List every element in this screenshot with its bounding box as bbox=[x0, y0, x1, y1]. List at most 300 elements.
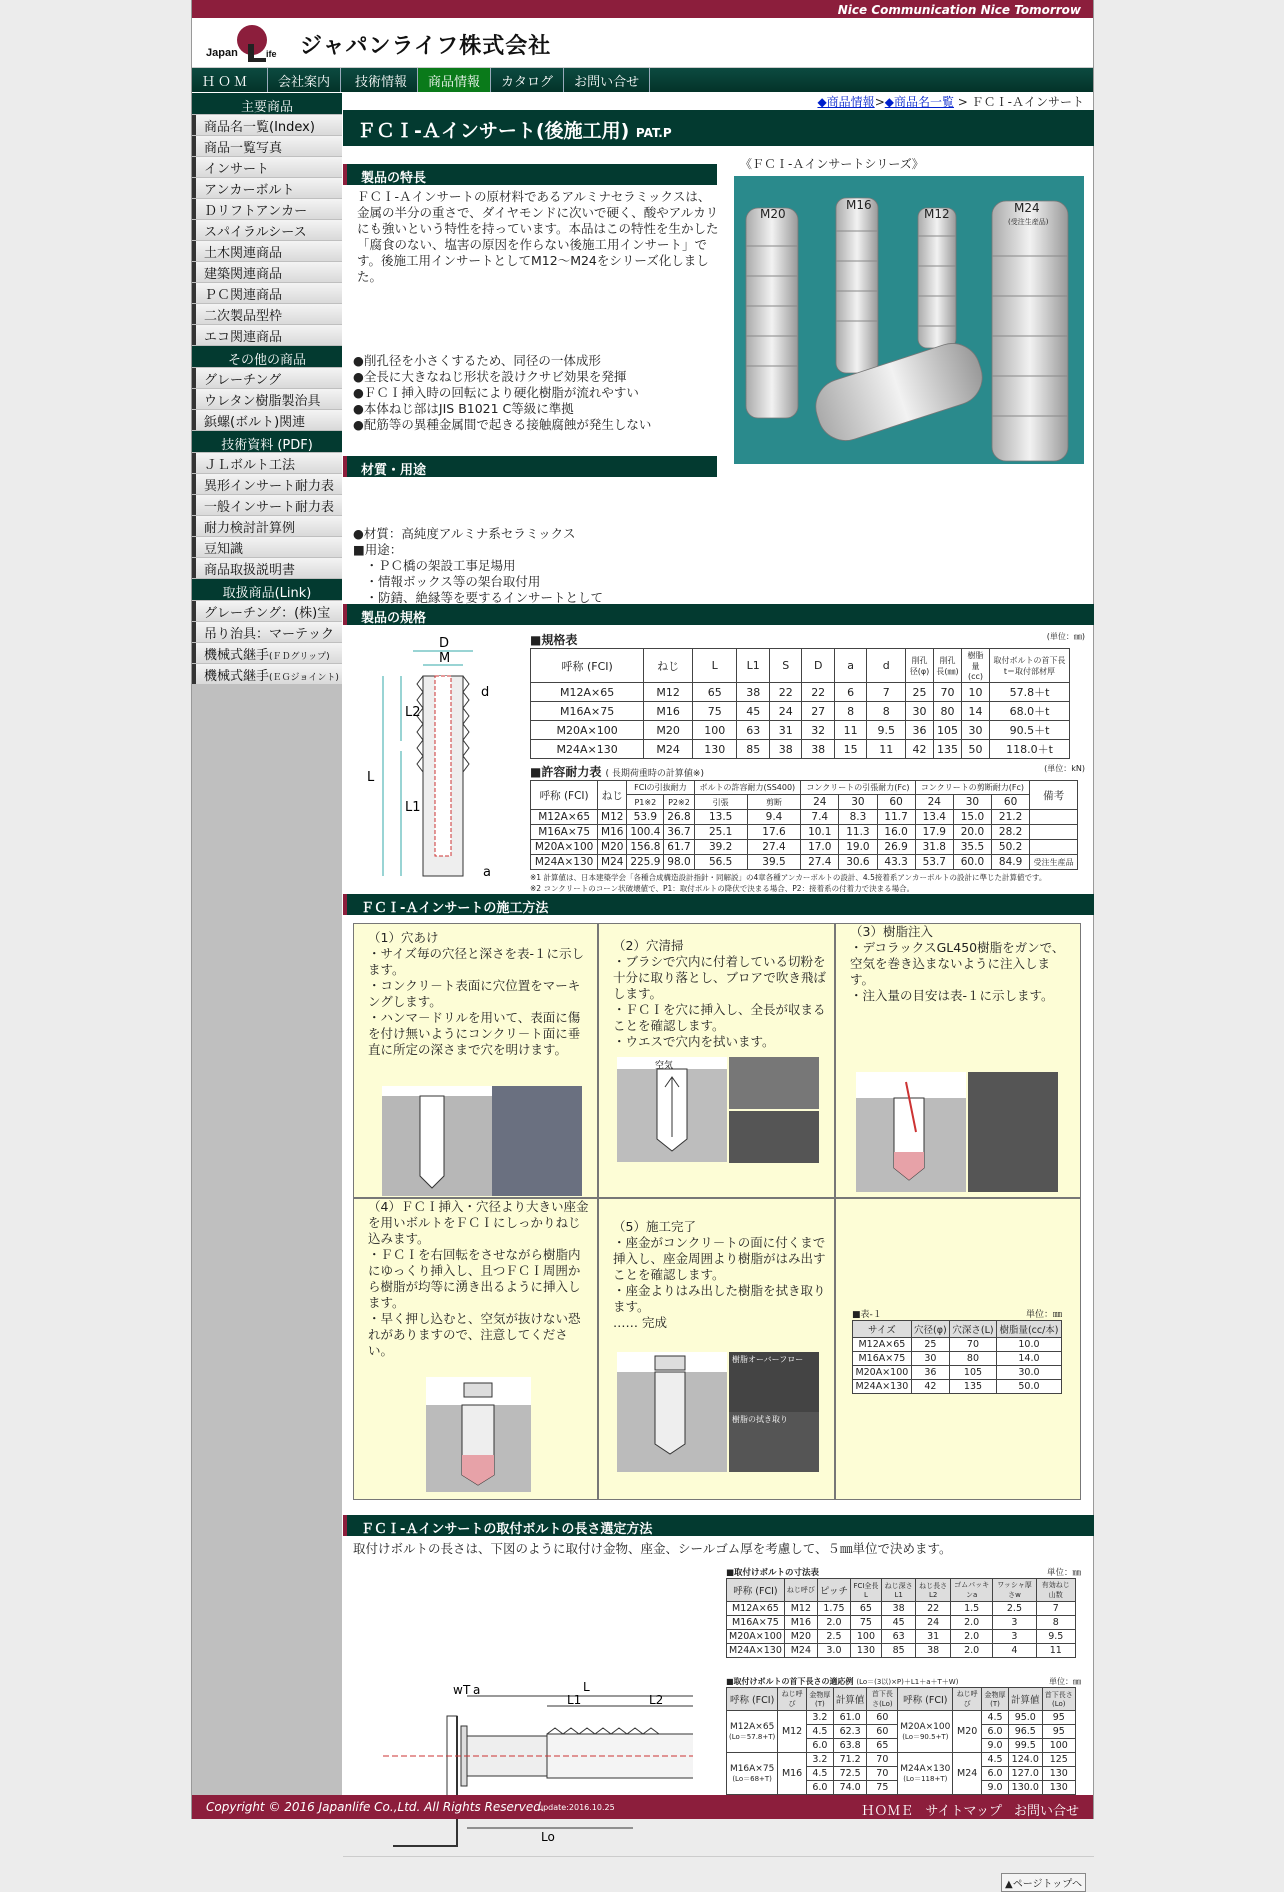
step-body: ・デコラックスGL450樹脂をガンで、空気を巻き込まないように注入します。 ・注入量の目安は表-１に示します。 bbox=[850, 940, 1065, 1003]
step-title: （1）穴あけ bbox=[368, 930, 439, 945]
spec-table1-title: ■規格表 bbox=[530, 633, 578, 647]
table-cell bbox=[1030, 840, 1078, 855]
table-cell: M20A×100 bbox=[727, 1630, 785, 1644]
table-cell: 61.0 bbox=[833, 1711, 867, 1725]
table-cell: 20.0 bbox=[953, 825, 991, 840]
step-2 bbox=[598, 923, 835, 1198]
table-header: S bbox=[769, 649, 801, 683]
table-header: ねじ呼び bbox=[778, 1688, 807, 1711]
sidebar-item-civil[interactable]: 土木関連商品 bbox=[192, 241, 342, 261]
table-cell: 75 bbox=[693, 702, 737, 721]
nav-contact[interactable]: お問い合せ bbox=[564, 68, 650, 92]
table-cell: 13.5 bbox=[694, 810, 747, 825]
table-row bbox=[727, 1616, 1076, 1630]
table-cell: 24 bbox=[916, 1616, 951, 1630]
feature-bullet: ●削孔径を小さくするため、同径の一体成形 bbox=[353, 353, 601, 368]
table-cell: 100 bbox=[851, 1630, 882, 1644]
table-header: 呼称 (FCI) bbox=[727, 1688, 778, 1711]
sidebar-item-link-jig[interactable]: 吊り治具：マーテック bbox=[192, 622, 342, 642]
sidebar-item-bolts[interactable]: 鋲螺(ボルト)関連 bbox=[192, 410, 342, 430]
table-header: ワッシャ厚さw bbox=[993, 1579, 1036, 1602]
sidebar-item-spiral-sheath[interactable]: スパイラルシース bbox=[192, 220, 342, 240]
spec-heading: 製品の規格 bbox=[343, 604, 1094, 625]
table-1-unit: 単位：㎜ bbox=[1025, 1310, 1062, 1320]
material-line: ●材質：高純度アルミナ系セラミックス bbox=[353, 526, 576, 541]
table-cell: 100.4 bbox=[627, 825, 664, 840]
table-header: ねじ長さL2 bbox=[916, 1579, 951, 1602]
bolt-table1-title: ■取付けボルトの寸法表 bbox=[726, 1568, 820, 1578]
photo-label-m24: M24 bbox=[1014, 201, 1040, 215]
sidebar-item-general-insert-table[interactable]: 一般インサート耐力表 bbox=[192, 495, 342, 515]
table-cell: 42 bbox=[906, 740, 934, 759]
cleaning-diagram bbox=[617, 1057, 727, 1162]
table-cell: 30 bbox=[911, 1352, 949, 1366]
dim-label-L2: L2 bbox=[405, 705, 421, 720]
table-cell: 65 bbox=[851, 1602, 882, 1616]
table-header-row bbox=[853, 1321, 1062, 1338]
footer-sitemap-link[interactable]: サイトマップ bbox=[925, 1804, 1002, 1819]
table-cell: 11.3 bbox=[839, 825, 877, 840]
table-cell: 95.0 bbox=[1009, 1711, 1043, 1725]
spec-footnote-2: ※2 コンクリートのコーン状破壊値で、P1：取付ボルトの降伏で決まる場合、P2：接着系の付着力で決まる場合。 bbox=[530, 884, 915, 893]
table-row bbox=[727, 1753, 1076, 1767]
insert-series-image bbox=[734, 176, 1084, 464]
table-cell: 75 bbox=[851, 1616, 882, 1630]
table-cell: 10.0 bbox=[996, 1338, 1061, 1352]
table-cell: 84.9 bbox=[992, 855, 1030, 870]
footer-contact-link[interactable]: お問い合せ bbox=[1013, 1804, 1079, 1819]
sidebar-item-anchor-bolt[interactable]: アンカーボルト bbox=[192, 178, 342, 198]
bolt-label-Lo: Lo bbox=[541, 1830, 555, 1844]
table-cell: 7 bbox=[1036, 1602, 1075, 1616]
table-cell: 8 bbox=[834, 702, 866, 721]
table-cell: 9.0 bbox=[982, 1739, 1009, 1753]
table-cell: M16 bbox=[598, 825, 627, 840]
table-cell: 65 bbox=[693, 683, 737, 702]
table-cell: 70 bbox=[867, 1753, 898, 1767]
table-cell: 3.0 bbox=[817, 1644, 850, 1658]
table-cell: M12 bbox=[644, 683, 693, 702]
overflow-photo bbox=[729, 1352, 819, 1412]
sidebar-item-calc-example[interactable]: 耐力検討計算例 bbox=[192, 516, 342, 536]
table-cell: 50.0 bbox=[996, 1380, 1061, 1394]
feature-bullet: ●全長に大きなねじ形状を設けクサビ効果を発揮 bbox=[353, 369, 627, 384]
sidebar-heading-main: 主要商品 bbox=[192, 93, 342, 114]
bolt-label-a: a bbox=[473, 1683, 481, 1697]
table-cell: 7 bbox=[867, 683, 906, 702]
bolt-name: M16A×75 bbox=[729, 1763, 775, 1774]
photo-label-m16: M16 bbox=[846, 198, 872, 212]
table-row bbox=[853, 1366, 1062, 1380]
sidebar-heading-tech-pdf: 技術資料 (PDF) bbox=[192, 431, 342, 452]
main-nav bbox=[192, 68, 1093, 92]
table-cell: 21.2 bbox=[992, 810, 1030, 825]
table-cell: 17.9 bbox=[915, 825, 953, 840]
table-cell: 65 bbox=[867, 1739, 898, 1753]
table-cell: M16 bbox=[784, 1616, 817, 1630]
table-cell: M12A×65 bbox=[531, 810, 598, 825]
table-cell: 80 bbox=[950, 1352, 997, 1366]
nav-tech[interactable]: 技術情報 bbox=[345, 68, 418, 92]
table-cell: 15 bbox=[834, 740, 866, 759]
table-cell: 2.0 bbox=[950, 1644, 992, 1658]
insert-dimension-diagram bbox=[353, 631, 513, 891]
table-cell: M20A×100 bbox=[531, 721, 644, 740]
table-cell: M16A×75 bbox=[531, 702, 644, 721]
table-cell: 156.8 bbox=[627, 840, 664, 855]
table-cell: M12A×65 bbox=[853, 1338, 912, 1352]
table-cell: 80 bbox=[934, 702, 962, 721]
page-title-text: ＦＣＩ-Ａインサート(後施工用) bbox=[357, 120, 630, 142]
sidebar-item-eco[interactable]: エコ関連商品 bbox=[192, 325, 342, 345]
table-cell: 124.0 bbox=[1009, 1753, 1043, 1767]
method-section bbox=[343, 915, 1094, 1515]
table-cell: 2.0 bbox=[950, 1630, 992, 1644]
table-cell: 6 bbox=[834, 683, 866, 702]
step-title: （4）ＦＣＩ挿入・穴径より大きい座金を用いボルトをＦＣＩにしっかりねじ込みます。 bbox=[368, 1199, 589, 1246]
table-cell: M24A×130 bbox=[727, 1644, 785, 1658]
table-row bbox=[531, 683, 1070, 702]
drilling-photo bbox=[492, 1086, 582, 1196]
table-cell: 32 bbox=[802, 721, 834, 740]
step-4-text bbox=[354, 1199, 597, 1359]
table-cell: 85 bbox=[881, 1644, 916, 1658]
bolt-intro: 取付けボルトの長さは、下図のように取付け金物、座金、シールゴム厚を考慮して、５㎜単位で決めます。 bbox=[353, 1541, 952, 1556]
sidebar-item-link-grating[interactable]: グレーチング：(株)宝 bbox=[192, 601, 342, 621]
table-row bbox=[727, 1630, 1076, 1644]
nav-company[interactable]: 会社案内 bbox=[268, 68, 341, 92]
table-cell: 75 bbox=[867, 1781, 898, 1795]
table-cell: 27.4 bbox=[747, 840, 800, 855]
table-header: 60 bbox=[992, 795, 1030, 810]
table-cell: 2.0 bbox=[817, 1616, 850, 1630]
table-cell: 7.4 bbox=[801, 810, 839, 825]
sidebar-item-index[interactable]: 商品名一覧(Index) bbox=[192, 115, 342, 135]
sidebar-item-d-lift-anchor[interactable]: Ｄリフトアンカー bbox=[192, 199, 342, 219]
product-photo bbox=[734, 176, 1084, 464]
table-header-row bbox=[531, 649, 1070, 683]
table-cell: M16A×75 bbox=[531, 825, 598, 840]
table-cell: 11 bbox=[1036, 1644, 1075, 1658]
table-header-row bbox=[727, 1579, 1076, 1602]
table-cell: 63 bbox=[737, 721, 769, 740]
bolt-formula: (Lo＝68+T) bbox=[732, 1774, 772, 1783]
table-row bbox=[727, 1644, 1076, 1658]
table-header: P1※2 bbox=[627, 795, 664, 810]
page-top-area bbox=[343, 1856, 1094, 1890]
sidebar-item-link-coupler-eg[interactable] bbox=[192, 664, 342, 684]
table-cell: 8 bbox=[1036, 1616, 1075, 1630]
feature-bullet: ●ＦＣＩ挿入時の回転により硬化樹脂が流れやすい bbox=[353, 385, 639, 400]
bolt-formula: (Lo＝90.5+T) bbox=[902, 1732, 949, 1741]
photo-caption: 《ＦＣＩ-Ａインサートシリーズ》 bbox=[740, 157, 924, 171]
sidebar-heading-links: 取扱商品(Link) bbox=[192, 579, 342, 600]
step-5-text bbox=[599, 1199, 834, 1331]
table-cell bbox=[727, 1711, 778, 1753]
table-header: ねじ bbox=[598, 781, 627, 810]
step-5 bbox=[598, 1198, 835, 1500]
table-cell: M20A×100 bbox=[531, 840, 598, 855]
company-logo[interactable] bbox=[206, 22, 288, 66]
table-header: 呼称 (FCI) bbox=[531, 781, 598, 810]
bolt-label-w: w bbox=[453, 1683, 463, 1697]
table-row bbox=[531, 840, 1078, 855]
photo-label-order: (受注生産品) bbox=[1008, 218, 1049, 226]
spec-footnote-1: ※1 計算値は、日本建築学会「各種合成構造設計指針・同解説」の4章各種アンカーボルトの設計、4.5接着系アンカーボルトの設計に準じた計算値です。 bbox=[530, 873, 1047, 882]
sidebar-item-building[interactable]: 建築関連商品 bbox=[192, 262, 342, 282]
copyright: Copyright © 2016 Japanlife Co.,Ltd. All Rights Reserved. bbox=[206, 1800, 545, 1814]
table-cell: 3 bbox=[993, 1630, 1036, 1644]
table-cell: 6.0 bbox=[806, 1781, 833, 1795]
table-cell: 30.0 bbox=[996, 1366, 1061, 1380]
features-heading: 製品の特長 bbox=[343, 164, 717, 185]
table-header: 24 bbox=[915, 795, 953, 810]
table-cell: 45 bbox=[881, 1616, 916, 1630]
table-cell: M16A×75 bbox=[727, 1616, 785, 1630]
table-cell: 受注生産品 bbox=[1030, 855, 1078, 870]
table-header: 引張 bbox=[694, 795, 747, 810]
table-cell: 95 bbox=[1042, 1725, 1075, 1739]
table-cell: 130 bbox=[1042, 1767, 1075, 1781]
method-heading: ＦＣＩ-Ａインサートの施工方法 bbox=[343, 894, 1094, 915]
table-cell: 4.5 bbox=[982, 1711, 1009, 1725]
table-cell: 36 bbox=[911, 1366, 949, 1380]
sidebar-item-photos[interactable]: 商品一覧写真 bbox=[192, 136, 342, 156]
update-date: update:2016.10.25 bbox=[538, 1803, 615, 1812]
table-cell: 38 bbox=[737, 683, 769, 702]
bolt-label-L: L bbox=[583, 1680, 590, 1694]
features-section bbox=[343, 146, 1094, 526]
table-cell: 39.2 bbox=[694, 840, 747, 855]
table-cell: M24A×130 bbox=[531, 855, 598, 870]
table-cell: 25 bbox=[911, 1338, 949, 1352]
table-header: 金物厚(T) bbox=[982, 1688, 1009, 1711]
table-header: 削孔径(φ) bbox=[906, 649, 934, 683]
table-cell: M16A×75 bbox=[853, 1352, 912, 1366]
table-cell: 36.7 bbox=[664, 825, 694, 840]
table-cell: 22 bbox=[802, 683, 834, 702]
sidebar-item-tips[interactable]: 豆知識 bbox=[192, 537, 342, 557]
table-cell: 3.2 bbox=[806, 1711, 833, 1725]
overflow-tag: 樹脂オーバーフロー bbox=[732, 1355, 804, 1364]
table-cell: 63.8 bbox=[833, 1739, 867, 1753]
step-3-text bbox=[836, 924, 1080, 1004]
table-cell: 6.0 bbox=[982, 1767, 1009, 1781]
table-cell: 1.75 bbox=[817, 1602, 850, 1616]
table-cell: 10 bbox=[962, 683, 990, 702]
table-cell: 4 bbox=[993, 1644, 1036, 1658]
table-cell: M12A×65 bbox=[727, 1602, 785, 1616]
bolt-table2-unit: 単位：㎜ bbox=[1049, 1677, 1081, 1686]
table-header: L bbox=[693, 649, 737, 683]
table-cell: 99.5 bbox=[1009, 1739, 1043, 1753]
table-cell: M12A×65 bbox=[531, 683, 644, 702]
table-cell: 4.5 bbox=[806, 1725, 833, 1739]
sidebar-item-pc[interactable]: ＰＣ関連商品 bbox=[192, 283, 342, 303]
spec-table2-note: ( 長期荷重時の計算値※) bbox=[605, 769, 704, 779]
step-1-text bbox=[354, 924, 597, 1058]
table-cell: M12 bbox=[778, 1711, 807, 1753]
table-cell: 16.0 bbox=[877, 825, 915, 840]
sidebar-item-jl-bolt[interactable]: ＪＬボルト工法 bbox=[192, 453, 342, 473]
bolt-dimension-table bbox=[726, 1578, 1076, 1658]
table-cell: 42 bbox=[911, 1380, 949, 1394]
table-cell: M20 bbox=[784, 1630, 817, 1644]
table-cell: 1.5 bbox=[950, 1602, 992, 1616]
sidebar-item-manual[interactable]: 商品取扱説明書 bbox=[192, 558, 342, 578]
breadcrumb-products[interactable]: ◆商品情報 bbox=[817, 95, 875, 109]
sidebar-item-deformed-insert-table[interactable]: 異形インサート耐力表 bbox=[192, 474, 342, 494]
table-cell: M24 bbox=[598, 855, 627, 870]
table-cell: 10.1 bbox=[801, 825, 839, 840]
table-cell: 70 bbox=[950, 1338, 997, 1352]
table-row bbox=[853, 1338, 1062, 1352]
material-line: ・情報ボックス等の架台取付用 bbox=[353, 574, 541, 589]
table-cell bbox=[1030, 810, 1078, 825]
table-cell: 135 bbox=[950, 1380, 997, 1394]
table-cell: 6.0 bbox=[982, 1725, 1009, 1739]
dim-label-M: M bbox=[439, 651, 451, 666]
feature-bullet: ●本体ねじ部はJIS B1021 C等級に準拠 bbox=[353, 401, 574, 416]
table-cell: 22 bbox=[769, 683, 801, 702]
nav-products[interactable]: 商品情報 bbox=[418, 68, 491, 92]
table-cell: M20A×100 bbox=[853, 1366, 912, 1380]
spec-table1-unit: (単位：㎜) bbox=[1046, 632, 1085, 641]
table-cell: 15.0 bbox=[953, 810, 991, 825]
tagline: Nice Communication Nice Tomorrow bbox=[837, 3, 1081, 17]
table-cell: 30 bbox=[906, 702, 934, 721]
sidebar-item-suffix: (ＥＧジョイント) bbox=[269, 673, 339, 683]
table-cell: M12 bbox=[784, 1602, 817, 1616]
page-wrapper bbox=[191, 0, 1094, 1890]
sidebar-item-grating[interactable]: グレーチング bbox=[192, 368, 342, 388]
sidebar-item-secondary-forms[interactable]: 二次製品型枠 bbox=[192, 304, 342, 324]
table-cell: M24A×130 bbox=[531, 740, 644, 759]
table-cell: 9.4 bbox=[747, 810, 800, 825]
brush-photo bbox=[729, 1057, 819, 1109]
bolt-name: M24A×130 bbox=[900, 1763, 951, 1774]
feature-bullet: ●配筋等の異種金属間で起きる接触腐蝕が発生しない bbox=[353, 417, 652, 432]
air-label: 空気 bbox=[655, 1061, 674, 1071]
table-header: サイズ bbox=[853, 1321, 912, 1338]
material-line: ・防錆、絶縁等を要するインサートとして bbox=[353, 590, 604, 605]
table-header: 首下長さ(Lo) bbox=[867, 1688, 898, 1711]
table-cell bbox=[898, 1711, 953, 1753]
main-content bbox=[343, 93, 1094, 1890]
logo-text-right: ife bbox=[266, 49, 277, 59]
table-cell: 22 bbox=[916, 1602, 951, 1616]
bolt-formula: (Lo＝57.8+T) bbox=[729, 1732, 776, 1741]
table-cell: 60 bbox=[867, 1725, 898, 1739]
table-cell: 2.0 bbox=[950, 1616, 992, 1630]
sidebar-item-urethane-jig[interactable]: ウレタン樹脂製治具 bbox=[192, 389, 342, 409]
sidebar-heading-other: その他の商品 bbox=[192, 346, 342, 367]
bolt-label-L2: L2 bbox=[649, 1693, 664, 1707]
table-cell: 60 bbox=[867, 1711, 898, 1725]
table-cell: 74.0 bbox=[833, 1781, 867, 1795]
breadcrumb-index[interactable]: ◆商品名一覧 bbox=[884, 95, 954, 109]
bolt-table2-title: ■取付けボルトの首下長さの適応例 bbox=[726, 1677, 854, 1686]
table-cell: 36 bbox=[906, 721, 934, 740]
table-header: L1 bbox=[737, 649, 769, 683]
patent-mark: PAT.P bbox=[635, 126, 672, 140]
table-1 bbox=[852, 1307, 1062, 1394]
table-cell: 50.2 bbox=[992, 840, 1030, 855]
table-header: 剪断 bbox=[747, 795, 800, 810]
table-row bbox=[531, 855, 1078, 870]
table-header: ゴムパッキンa bbox=[950, 1579, 992, 1602]
table-cell: M20 bbox=[644, 721, 693, 740]
table-header-row bbox=[531, 781, 1078, 795]
nav-catalog[interactable]: カタログ bbox=[491, 68, 564, 92]
air-blow-icon bbox=[617, 1057, 727, 1162]
step-body: ・座金がコンクリ－トの面に付くまで挿入し、座金周囲より樹脂がはみ出すことを確認します。 ・座金よりはみ出した樹脂を拭き取ります。 …… 完成 bbox=[613, 1235, 826, 1330]
dim-label-a: a bbox=[483, 865, 491, 880]
table-header: 呼称 (FCI) bbox=[898, 1688, 953, 1711]
table-cell: 63 bbox=[881, 1630, 916, 1644]
spec-table2-title: ■許容耐力表 bbox=[530, 765, 602, 779]
bolt-complete-icon bbox=[617, 1352, 727, 1472]
resin-diagram bbox=[856, 1072, 966, 1192]
step-title: （3）樹脂注入 bbox=[850, 924, 933, 939]
bolt-table1-unit: 単位：㎜ bbox=[1046, 1568, 1081, 1578]
table-header: 有効ねじ山数 bbox=[1036, 1579, 1075, 1602]
logo-text-left: Japan bbox=[206, 47, 238, 59]
table-cell: 9.0 bbox=[982, 1781, 1009, 1795]
table-row bbox=[853, 1380, 1062, 1394]
wipe-photo bbox=[729, 1412, 819, 1472]
table-cell: 60.0 bbox=[953, 855, 991, 870]
table-row bbox=[727, 1711, 1076, 1725]
footer-home-link[interactable]: ＨＯＭＥ bbox=[861, 1804, 914, 1819]
table-cell: 135 bbox=[934, 740, 962, 759]
spec-tables bbox=[530, 631, 1085, 894]
bolt-name: M20A×100 bbox=[900, 1721, 951, 1732]
table-cell: 38 bbox=[916, 1644, 951, 1658]
breadcrumb-current: > ＦＣＩ-Ａインサート bbox=[953, 95, 1084, 109]
material-body bbox=[353, 526, 1094, 604]
table-cell: 27.4 bbox=[801, 855, 839, 870]
dim-label-L1: L1 bbox=[405, 800, 421, 815]
material-line: ■用途： bbox=[353, 542, 403, 557]
bolt-heading: ＦＣＩ-Ａインサートの取付ボルトの長さ選定方法 bbox=[343, 1515, 1094, 1536]
table-cell: 118.0＋t bbox=[990, 740, 1070, 759]
table-cell: 105 bbox=[950, 1366, 997, 1380]
sidebar-item-link-coupler-fd[interactable] bbox=[192, 643, 342, 663]
sidebar-item-insert[interactable]: インサート bbox=[192, 157, 342, 177]
table-cell: 30.6 bbox=[839, 855, 877, 870]
breadcrumb bbox=[343, 93, 1094, 110]
features-intro: ＦＣＩ-Ａインサートの原材料であるアルミナセラミックスは、金属の半分の重さで、ダイヤモンドに次いで硬く、酸やアルカリにも強いという特性を持っています。本品はこの特性を生かした「腐食のない、塩害の原因を作らない後施工用インサート」です。後施工用インサートとしてM12～M24をシリーズ化しました。 bbox=[357, 189, 719, 284]
spec-table2-unit: (単位：kN) bbox=[1044, 764, 1085, 773]
table-cell: 72.5 bbox=[833, 1767, 867, 1781]
table-cell: M12 bbox=[598, 810, 627, 825]
table-header: ねじ呼び bbox=[784, 1579, 817, 1602]
table-cell: 70 bbox=[867, 1767, 898, 1781]
step-title: （5）施工完了 bbox=[613, 1219, 696, 1234]
nav-home[interactable]: ＨＯＭ bbox=[192, 68, 268, 92]
table-header: 穴深さ(L) bbox=[950, 1321, 997, 1338]
table-cell: 85 bbox=[737, 740, 769, 759]
table-cell: 127.0 bbox=[1009, 1767, 1043, 1781]
photo-label-m20: M20 bbox=[760, 207, 786, 221]
table-cell: M16 bbox=[644, 702, 693, 721]
complete-diagram bbox=[617, 1352, 727, 1472]
table-cell: M24 bbox=[953, 1753, 982, 1795]
page-top-button[interactable]: ▲ページトップへ bbox=[1001, 1873, 1086, 1892]
table-header: ボルトの許容耐力(SS400) bbox=[694, 781, 801, 795]
table-cell bbox=[1030, 825, 1078, 840]
